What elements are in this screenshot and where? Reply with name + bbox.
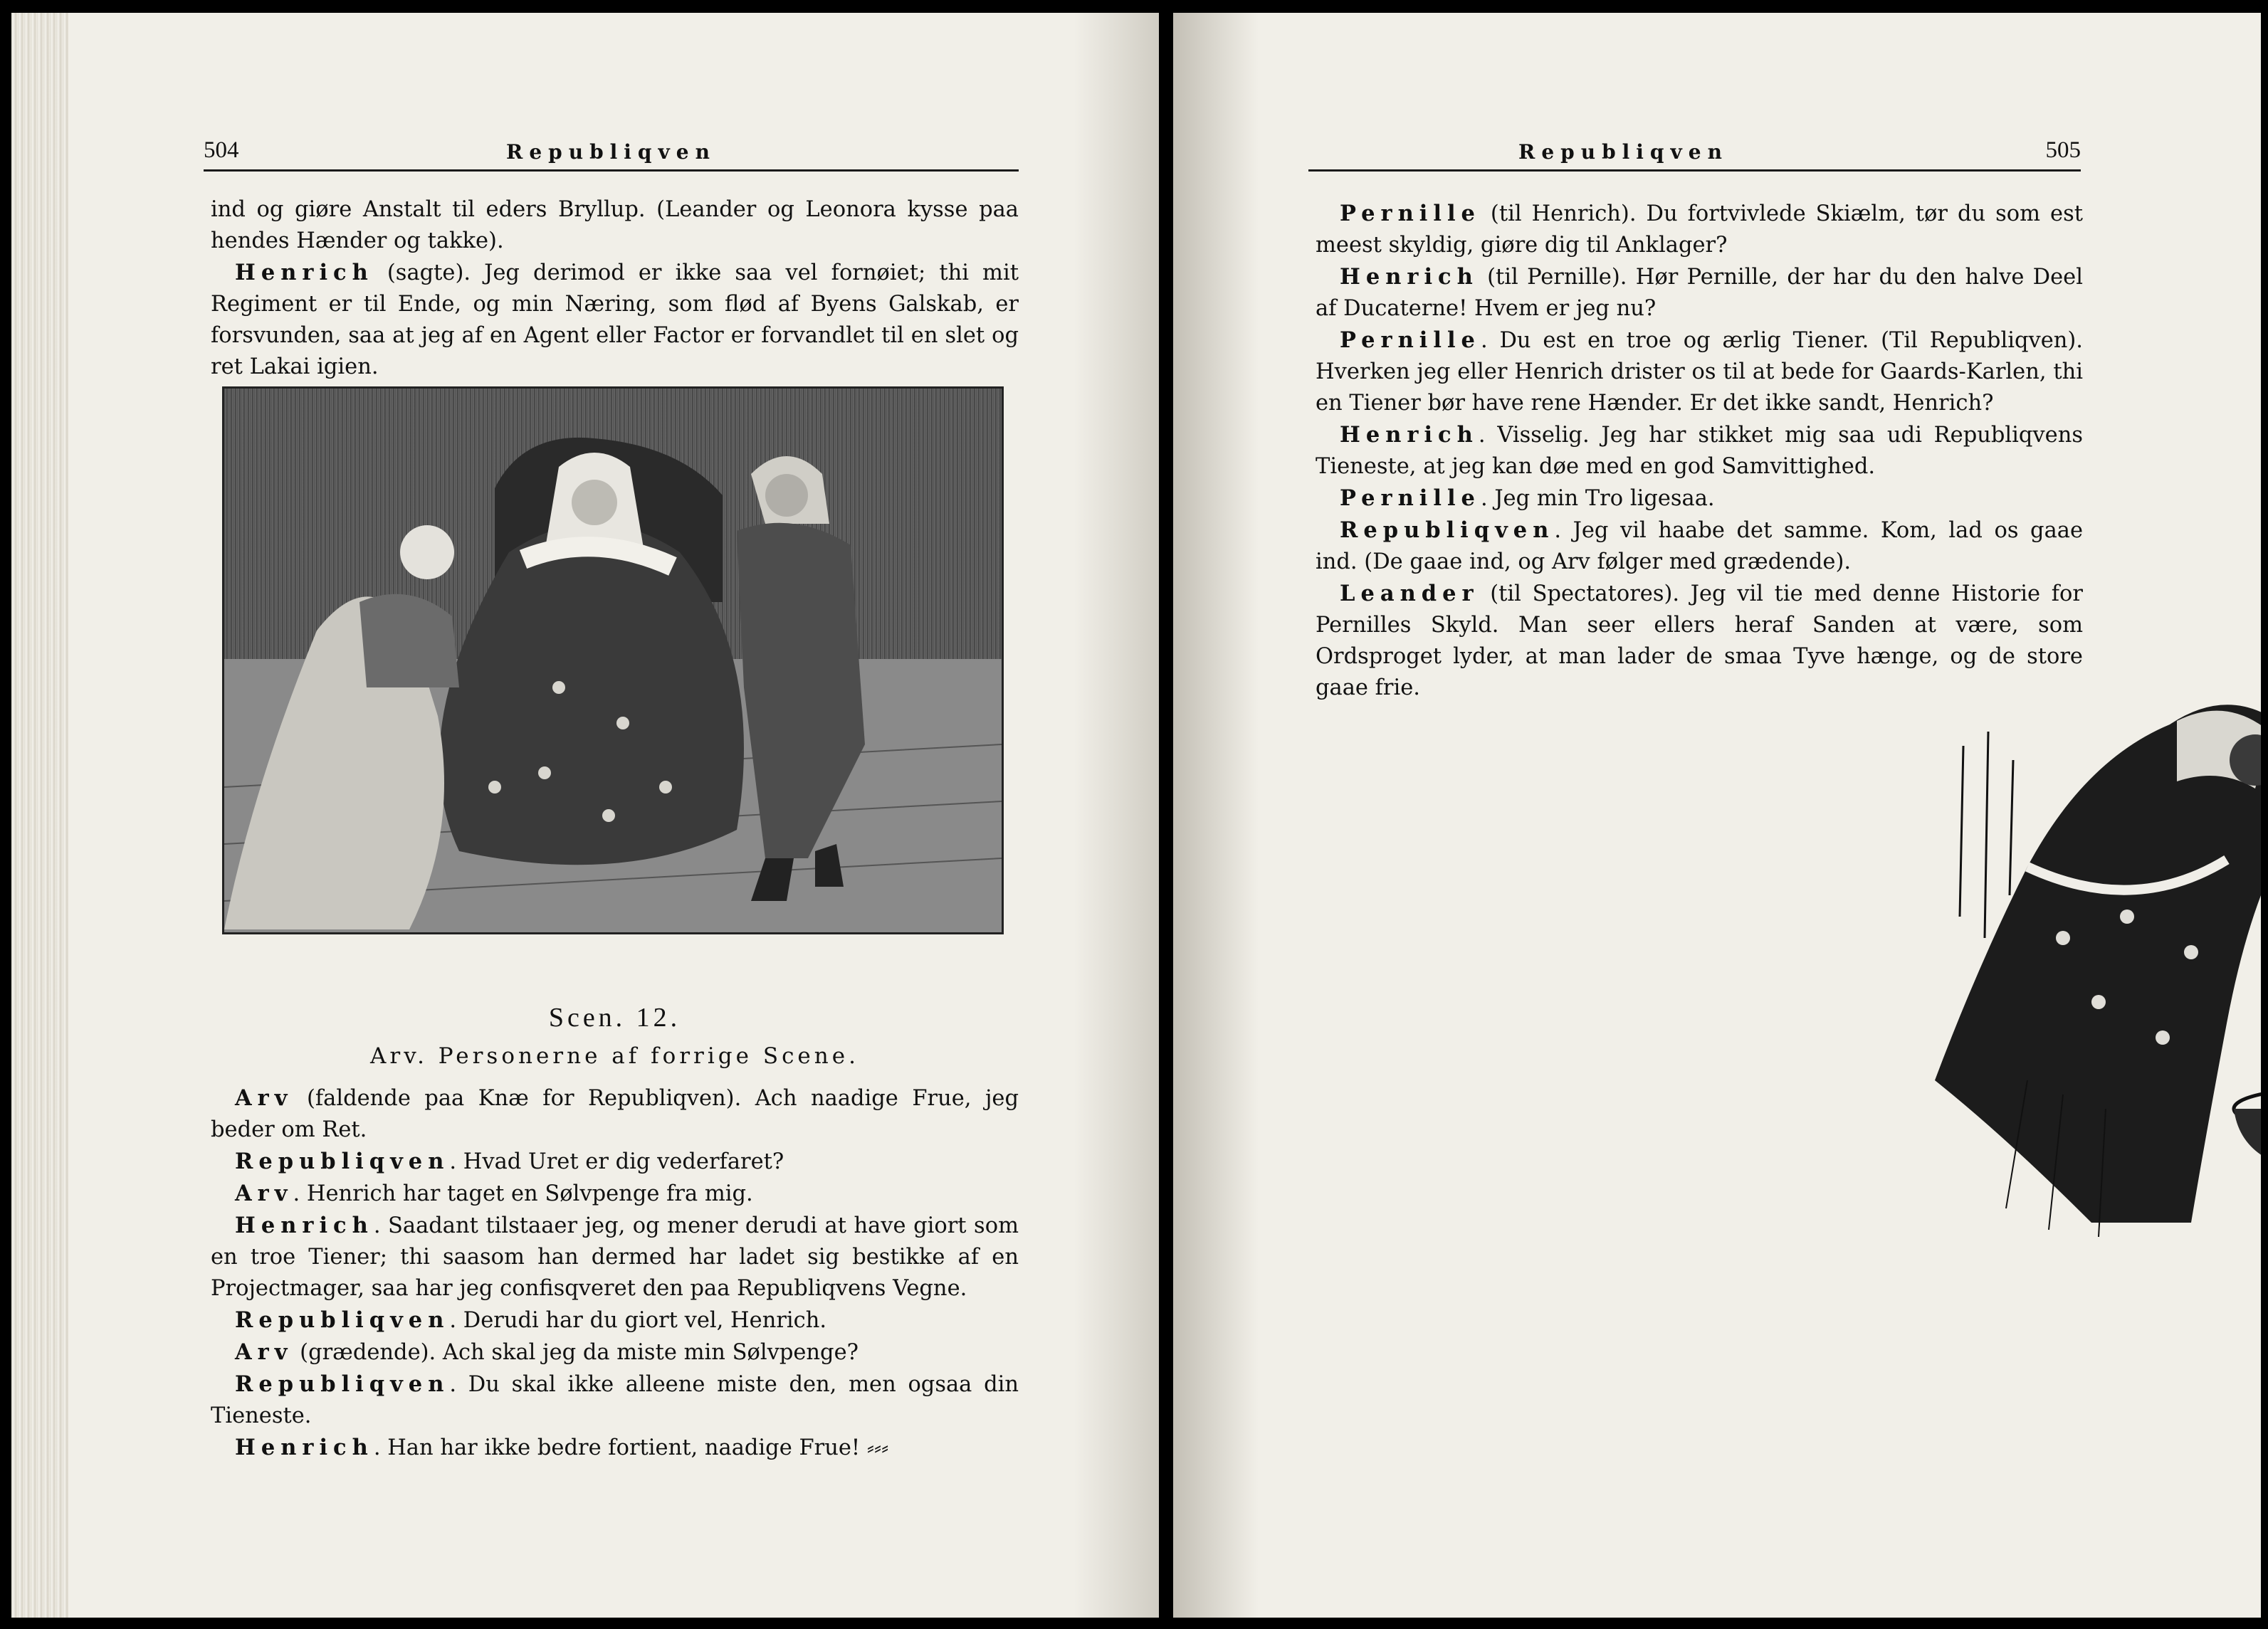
scene-title: Scen. 12.	[548, 1003, 681, 1033]
speech: . Saadant tilstaaer jeg, og mener derudi at have giort som en troe Tiener; thi saasom han dermed har ladet sig bestikke af en Projectmager, saa har jeg confisqveret den paa Republiqvens Vegne.	[211, 1213, 1019, 1301]
page-number: 505	[2045, 137, 2081, 163]
speech: . Han har ikke bedre fortient, naadige Frue! ⸗⸗⸗	[373, 1435, 889, 1460]
sketch-drawing	[1921, 682, 2261, 1251]
speaker-name: Pernille	[1340, 201, 1481, 226]
speech: . Derudi har du giort vel, Henrich.	[449, 1308, 827, 1333]
dialogue-line	[1316, 261, 2083, 325]
body-text	[1316, 198, 2083, 704]
dialogue-line	[1316, 419, 2083, 483]
engraving-illustration	[222, 386, 1004, 934]
speaker-name: Pernille	[1340, 485, 1481, 511]
engraving-drawing	[224, 389, 1002, 932]
left-page	[11, 13, 1159, 1618]
speaker-name: Republiqven	[235, 1307, 450, 1333]
gutter-shadow	[1073, 13, 1159, 1618]
speaker-name: Henrich	[1340, 422, 1479, 448]
speaker-name: Republiqven	[1340, 517, 1555, 543]
dialogue-line	[1316, 325, 2083, 419]
speech: . Du skal ikke alleene miste den, men ogsaa din Tieneste.	[211, 1372, 1019, 1428]
paragraph: ind og giøre Anstalt til eders Bryllup. (Leander og Leonora kysse paa hendes Hænder og takke).	[211, 197, 1019, 253]
speech: . Hvad Uret er dig vederfaret?	[449, 1149, 784, 1174]
speech: . Visselig. Jeg har stikket mig saa udi Republiqvens Tieneste, at jeg kan døe med en god Samvittighed.	[1316, 423, 2083, 479]
dialogue-line	[211, 1210, 1019, 1304]
page-number: 504	[204, 137, 239, 163]
dialogue-line	[1316, 515, 2083, 578]
speaker-name: Arv	[235, 1339, 293, 1365]
speech: (til Henrich). Du fortvivlede Skiælm, tør du som est meest skyldig, giøre dig til Anklager?	[1316, 201, 2083, 258]
speaker-name: Arv	[235, 1181, 293, 1206]
dialogue-line	[211, 1082, 1019, 1146]
scene-subtitle: Arv. Personerne af forrige Scene.	[370, 1043, 859, 1069]
speaker-name: Republiqven	[235, 1149, 450, 1174]
speaker-name: Henrich	[235, 260, 374, 285]
speaker-name: Henrich	[235, 1213, 374, 1238]
dialogue-line	[1316, 198, 2083, 261]
speech: (sagte). Jeg derimod er ikke saa vel fornøiet; thi mit Regiment er til Ende, og min Næring, som flød af Byens Galskab, er forsvunden, saa at jeg af en Agent eller Factor er forvandlet til en slet og ret Lakai igien.	[211, 260, 1019, 379]
speaker-name: Henrich	[1340, 264, 1479, 290]
speech: . Henrich har taget en Sølvpenge fra mig.	[293, 1181, 753, 1206]
speech: (til Pernille). Hør Pernille, der har du den halve Deel af Ducaterne! Hvem er jeg nu?	[1316, 265, 2083, 321]
dialogue-line	[211, 1432, 1019, 1464]
speech: . Du est en troe og ærlig Tiener. (Til Republiqven). Hverken jeg eller Henrich drister os til at bede for Gaards-Karlen, thi en Tiener bør have rene Hænder. Er det ikke sandt, Henrich?	[1316, 328, 2083, 416]
speech: . Jeg vil haabe det samme. Kom, lad os gaae ind. (De gaae ind, og Arv følger med grædende).	[1316, 518, 2083, 574]
pen-sketch-illustration	[1921, 682, 2261, 1251]
dialogue-line	[211, 1178, 1019, 1210]
speaker-name: Leander	[1340, 581, 1479, 606]
dialogue-line	[211, 1337, 1019, 1369]
dialogue-line	[1316, 483, 2083, 515]
speech: (faldende paa Knæ for Republiqven). Ach naadige Frue, jeg beder om Ret.	[211, 1086, 1019, 1142]
running-title: Republiqven	[506, 140, 716, 164]
speech: (til Spectatores). Jeg vil tie med denne Historie for Pernilles Skyld. Man seer ellers heraf Sanden at være, som Ordsproget lyder, at man lader de smaa Tyve hænge, og de store gaae frie.	[1316, 581, 2083, 700]
right-page	[1173, 13, 2261, 1618]
dialogue-line	[211, 257, 1019, 383]
speaker-name: Henrich	[235, 1435, 374, 1460]
dialogue-line	[211, 1369, 1019, 1432]
speech: (grædende). Ach skal jeg da miste min Sølvpenge?	[293, 1340, 859, 1365]
speaker-name: Pernille	[1340, 327, 1481, 353]
body-text-top	[211, 194, 1019, 383]
running-head	[1308, 134, 2081, 172]
gutter-shadow	[1173, 13, 1259, 1618]
dialogue-line	[211, 1146, 1019, 1178]
speaker-name: Arv	[235, 1085, 293, 1111]
page-edges	[11, 13, 68, 1618]
body-text-scene	[211, 1082, 1019, 1464]
speech: . Jeg min Tro ligesaa.	[1480, 486, 1715, 511]
running-title: Republiqven	[1518, 140, 1728, 164]
running-head	[204, 134, 1019, 172]
dialogue-line	[211, 1304, 1019, 1337]
speaker-name: Republiqven	[235, 1371, 450, 1397]
